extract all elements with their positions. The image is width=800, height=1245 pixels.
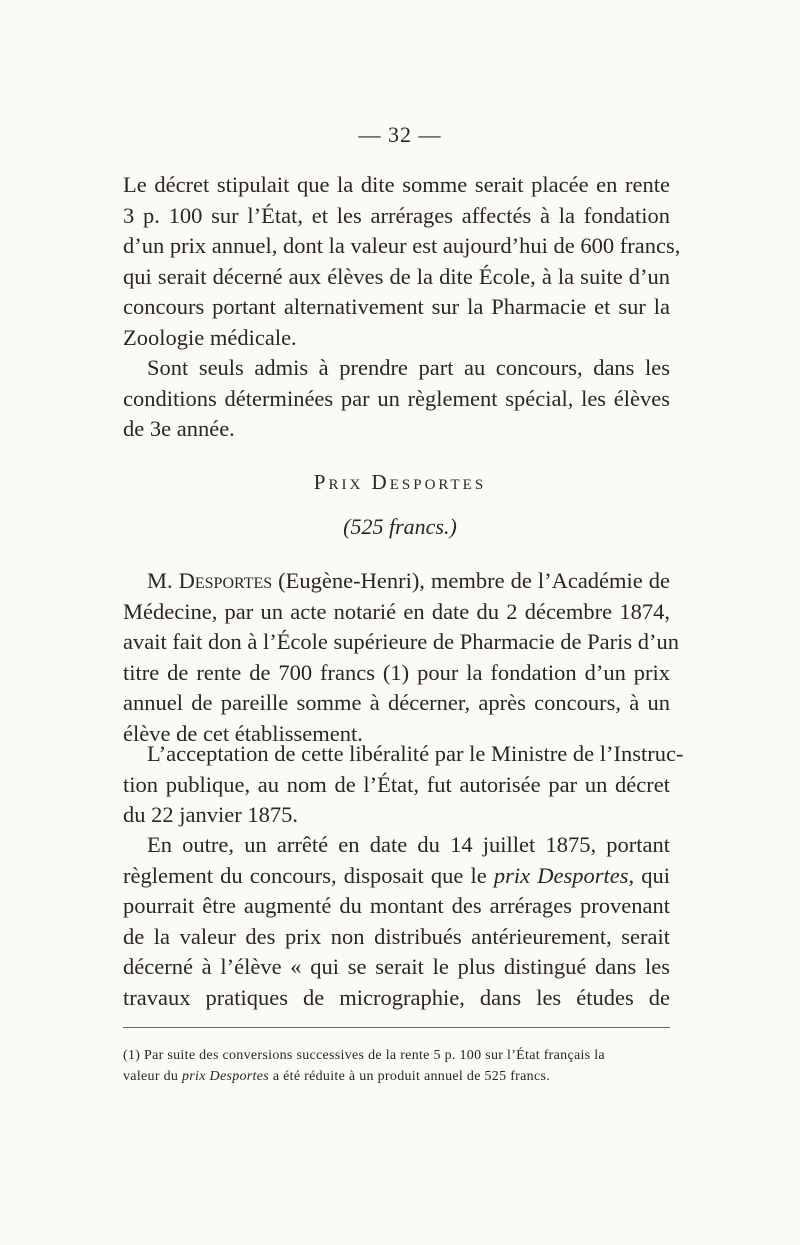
text-line: annuel de pareille somme à décerner, après concours, à un [123, 690, 670, 716]
text-line: pourrait être augmenté du montant des arrérages provenant [123, 893, 670, 919]
text-line [123, 861, 670, 892]
text-line: décerné à l’élève « qui se serait le plus distingué dans les [123, 954, 670, 980]
paragraph-arrete [123, 830, 670, 1014]
italic-title: prix Desportes, [493, 862, 635, 888]
footnote-line: (1) Par suite des conversions successives de la rente 5 p. 100 sur l’État français la [123, 1048, 605, 1063]
text-fragment: valeur du [123, 1069, 182, 1084]
text-fragment: règlement du concours, disposait que le [123, 862, 494, 888]
person-name: Desportes [178, 568, 273, 593]
text-line: titre de rente de 700 francs (1) pour la fondation d’un prix [123, 659, 670, 685]
text-line: avait fait don à l’École supérieure de Pharmacie de Paris d’un [123, 629, 680, 655]
text-line: Zoologie médicale. [123, 324, 297, 350]
text-line: élève de cet établissement. [123, 720, 363, 746]
italic-title: prix Desportes [181, 1069, 270, 1084]
text-line: L’acceptation de cette libéralité par le Ministre de l’Instruc- [147, 741, 684, 766]
page-number: — 32 — [358, 122, 442, 147]
paragraph-acceptation [123, 739, 684, 831]
text-line: Sont seuls admis à prendre part au concours, dans les [147, 355, 670, 380]
text-fragment: (Eugène-Henri), membre de l’Académie de [272, 568, 670, 593]
text-line: conditions déterminées par un règlement spécial, les élèves [123, 385, 670, 411]
paragraph-admission [123, 353, 670, 445]
text-line: En outre, un arrêté en date du 14 juillet 1875, portant [147, 832, 670, 857]
text-line: tion publique, au nom de l’État, fut autorisée par un décret [123, 771, 670, 797]
paragraph-desportes [123, 566, 680, 750]
text-line: 3 p. 100 sur l’État, et les arrérages affectés à la fondation [123, 202, 670, 228]
text-line: qui serait décerné aux élèves de la dite École, à la suite d’un [123, 263, 670, 289]
text-line: Le décret stipulait que la dite somme serait placée en rente [123, 172, 670, 197]
paragraph-decret [123, 170, 681, 354]
footnote-divider [123, 1027, 670, 1028]
text-line: du 22 janvier 1875. [123, 802, 298, 828]
section-heading: Prix Desportes [313, 470, 487, 494]
footnote [123, 1045, 670, 1087]
text-fragment: qui [634, 862, 670, 888]
footnote-line [123, 1066, 670, 1087]
text-line: concours portant alternativement sur la Pharmacie et sur la [123, 294, 670, 320]
text-line: Médecine, par un acte notarié en date du 2 décembre 1874, [123, 598, 670, 624]
text-fragment: M. [147, 568, 179, 593]
text-line: travaux pratiques de micrographie, dans les études de [123, 984, 670, 1010]
text-line [123, 566, 670, 597]
text-fragment: a été réduite à un produit annuel de 525 francs. [269, 1069, 551, 1084]
text-line: de la valeur des prix non distribués antérieurement, serait [123, 923, 670, 949]
section-subheading: (525 francs.) [343, 514, 457, 539]
text-line: de 3e année. [123, 416, 235, 442]
text-line: d’un prix annuel, dont la valeur est aujourd’hui de 600 francs, [123, 233, 681, 259]
